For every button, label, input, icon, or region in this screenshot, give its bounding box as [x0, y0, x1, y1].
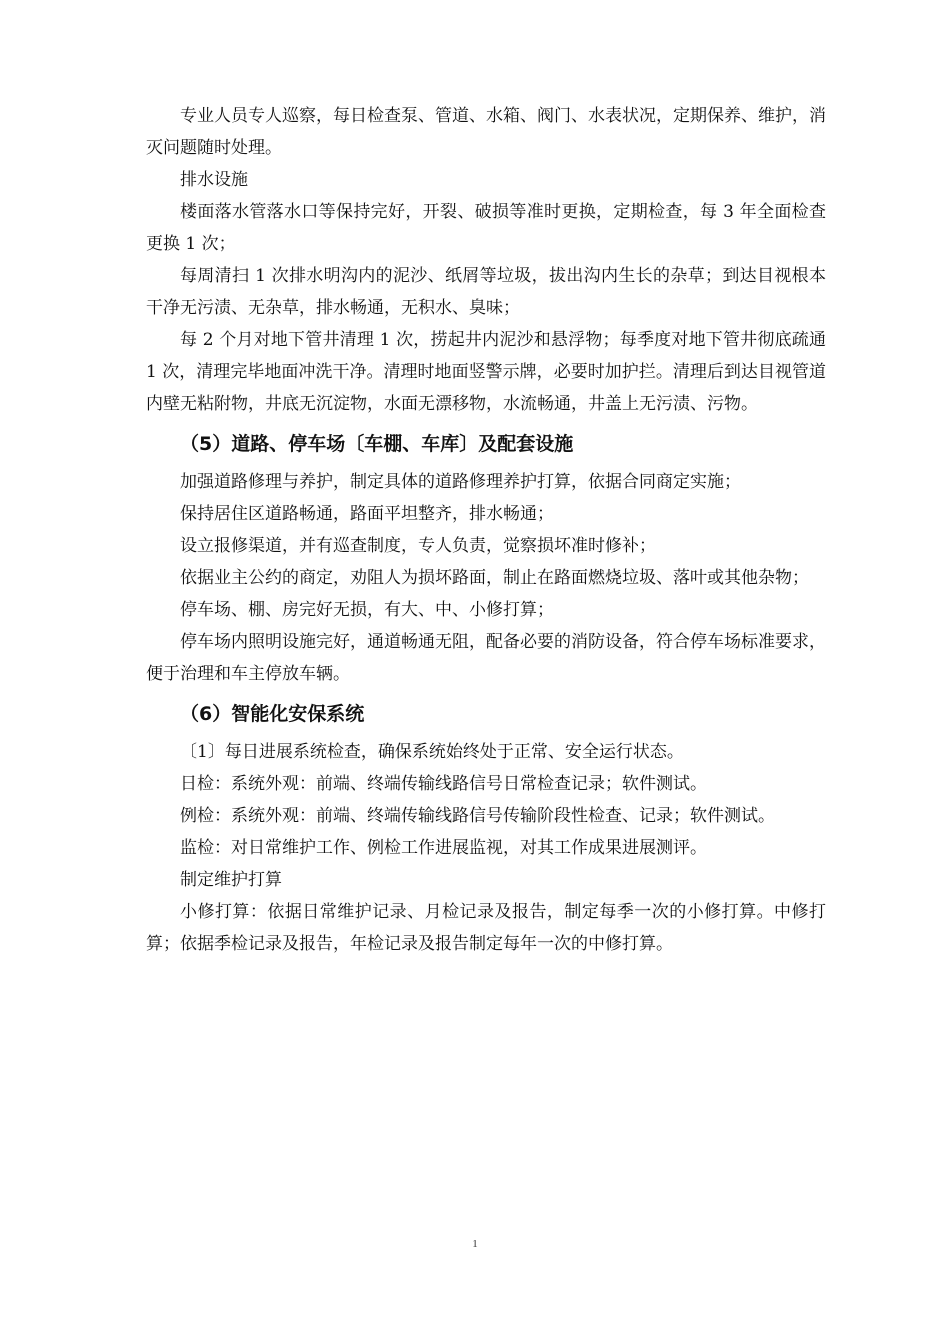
paragraph: 专业人员专人巡察，每日检查泵、管道、水箱、阀门、水表状况，定期保养、维护，消灭问题随时处理。 — [146, 106, 826, 158]
paragraph: 排水设施 — [180, 170, 248, 190]
paragraph: 〔1〕每日进展系统检查，确保系统始终处于正常、安全运行状态。 — [180, 742, 684, 762]
page-number: 1 — [472, 1238, 478, 1250]
paragraph: 保持居住区道路畅通，路面平坦整齐，排水畅通； — [180, 504, 554, 524]
paragraph: 例检：系统外观：前端、终端传输线路信号传输阶段性检查、记录；软件测试。 — [180, 806, 775, 826]
paragraph: 制定维护打算 — [180, 870, 282, 890]
paragraph: 监检：对日常维护工作、例检工作进展监视，对其工作成果进展测评。 — [180, 838, 707, 858]
paragraph: 小修打算：依据日常维护记录、月检记录及报告，制定每季一次的小修打算。中修打算；依据季检记录及报告，年检记录及报告制定每年一次的中修打算。 — [146, 902, 826, 954]
paragraph: 停车场内照明设施完好，通道畅通无阻，配备必要的消防设备，符合停车场标准要求，便于治理和车主停放车辆。 — [146, 632, 826, 684]
paragraph: 日检：系统外观：前端、终端传输线路信号日常检查记录；软件测试。 — [180, 774, 707, 794]
paragraph: 每周清扫 1 次排水明沟内的泥沙、纸屑等垃圾，拔出沟内生长的杂草；到达目视根本干净无污渍、无杂草，排水畅通，无积水、臭味； — [146, 266, 826, 318]
section-heading-6: （6）智能化安保系统 — [180, 703, 365, 725]
paragraph: 停车场、棚、房完好无损，有大、中、小修打算； — [180, 600, 554, 620]
section-heading-5: （5）道路、停车场〔车棚、车库〕及配套设施 — [180, 433, 574, 455]
paragraph: 楼面落水管落水口等保持完好，开裂、破损等准时更换，定期检查，每 3 年全面检查更换 1 次； — [146, 202, 826, 254]
paragraph: 加强道路修理与养护，制定具体的道路修理养护打算，依据合同商定实施； — [180, 472, 741, 492]
paragraph: 每 2 个月对地下管井清理 1 次，捞起井内泥沙和悬浮物；每季度对地下管井彻底疏通 1 次，清理完毕地面冲洗干净。清理时地面竖警示牌，必要时加护拦。清理后到达目视管道内壁无粘附物，井底无沉淀物，水面无漂移物，水流畅通，井盖上无污渍、污物。 — [146, 330, 826, 414]
document-body — [146, 100, 826, 960]
paragraph: 设立报修渠道，并有巡查制度，专人负责，觉察损坏准时修补； — [180, 536, 656, 556]
paragraph: 依据业主公约的商定，劝阻人为损坏路面，制止在路面燃烧垃圾、落叶或其他杂物； — [180, 568, 809, 588]
